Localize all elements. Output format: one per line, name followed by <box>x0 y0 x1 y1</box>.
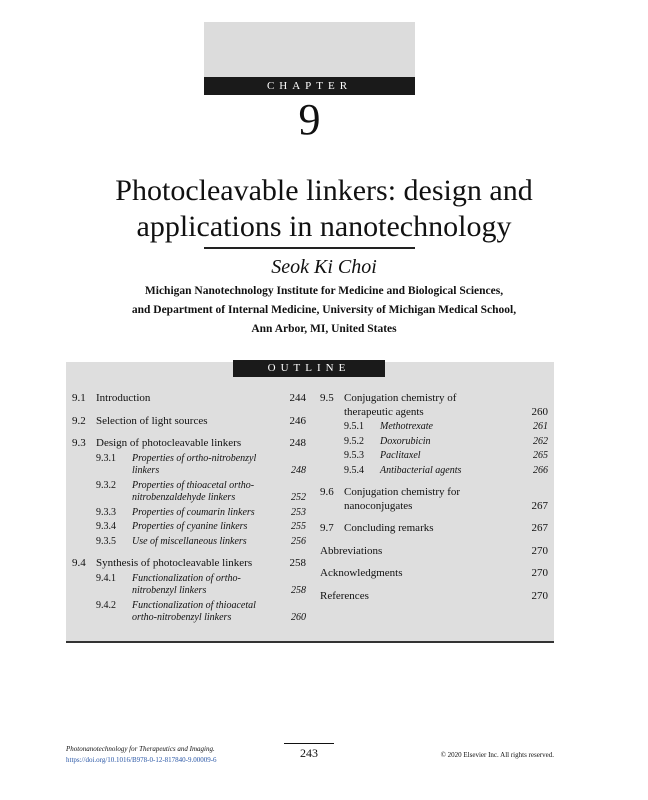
page-number: 243 <box>300 746 318 760</box>
affiliation-line: Michigan Nanotechnology Institute for Medicine and Biological Sciences, <box>144 285 504 297</box>
footer-rule <box>284 743 334 744</box>
chapter-label: CHAPTER <box>204 77 415 95</box>
toc-entry-9-4-1[interactable]: 9.4.1 Functionalization of ortho- nitrobenzyl linkers 258 <box>96 572 306 596</box>
affiliation-line: and Department of Internal Medicine, University of Michigan Medical School, <box>131 304 517 316</box>
toc-entry-acknowledgments[interactable]: Acknowledgments 270 <box>320 567 548 579</box>
toc-entry-9-3-1[interactable]: 9.3.1 Properties of ortho-nitrobenzyl linkers 248 <box>96 452 306 476</box>
toc-entry-9-5-4[interactable]: 9.5.4 Antibacterial agents 266 <box>344 464 548 476</box>
title-rule <box>204 247 415 249</box>
toc-entry-9-7[interactable]: 9.7 Concluding remarks 267 <box>320 522 548 534</box>
outline-left-column <box>72 392 306 627</box>
toc-entry-abbreviations[interactable]: Abbreviations 270 <box>320 544 548 557</box>
toc-entry-9-5[interactable]: 9.5 Conjugation chemistry of therapeutic agents 260 <box>320 392 548 418</box>
toc-entry-9-3-5[interactable]: 9.3.5 Use of miscellaneous linkers 256 <box>96 535 306 547</box>
chapter-title <box>40 173 608 245</box>
copyright: © 2020 Elsevier Inc. All rights reserved. <box>440 751 554 759</box>
toc-entry-9-6[interactable]: 9.6 Conjugation chemistry for nanoconjugates 267 <box>320 486 548 512</box>
toc-entry-9-1[interactable]: 9.1 Introduction 244 <box>72 392 306 404</box>
toc-entry-9-3-4[interactable]: 9.3.4 Properties of cyanine linkers 255 <box>96 521 306 532</box>
toc-entry-9-3-3[interactable]: 9.3.3 Properties of coumarin linkers 253 <box>96 506 306 518</box>
outline-label: OUTLINE <box>233 360 385 377</box>
affiliation-line: Ann Arbor, MI, United States <box>251 323 397 335</box>
author-name: Seok Ki Choi <box>271 256 377 278</box>
footer-citation <box>66 744 217 766</box>
toc-entry-9-3-2[interactable]: 9.3.2 Properties of thioacetal ortho- nitrobenzaldehyde linkers 252 <box>96 479 306 503</box>
toc-entry-9-5-3[interactable]: 9.5.3 Paclitaxel 265 <box>344 450 548 461</box>
title-line-1: Photocleavable linkers: design and <box>115 174 533 207</box>
toc-entry-9-3[interactable]: 9.3 Design of photocleavable linkers 248 <box>72 437 306 449</box>
journal-name: Photonanotechnology for Therapeutics and Imaging. <box>66 745 215 753</box>
outline-right-column <box>320 392 548 605</box>
toc-entry-references[interactable]: References 270 <box>320 589 548 602</box>
affiliation <box>60 282 588 339</box>
toc-entry-9-5-1[interactable]: 9.5.1 Methotrexate 261 <box>344 421 548 432</box>
toc-entry-9-4-2[interactable]: 9.4.2 Functionalization of thioacetal ortho-nitrobenzyl linkers 260 <box>96 599 306 623</box>
title-line-2: applications in nanotechnology <box>136 210 512 243</box>
toc-entry-9-2[interactable]: 9.2 Selection of light sources 246 <box>72 414 306 427</box>
chapter-number: 9 <box>298 95 321 144</box>
doi-link[interactable]: https://doi.org/10.1016/B978-0-12-817840-9.00009-6 <box>66 756 217 764</box>
toc-entry-9-4[interactable]: 9.4 Synthesis of photocleavable linkers 258 <box>72 557 306 569</box>
toc-entry-9-5-2[interactable]: 9.5.2 Doxorubicin 262 <box>344 435 548 447</box>
